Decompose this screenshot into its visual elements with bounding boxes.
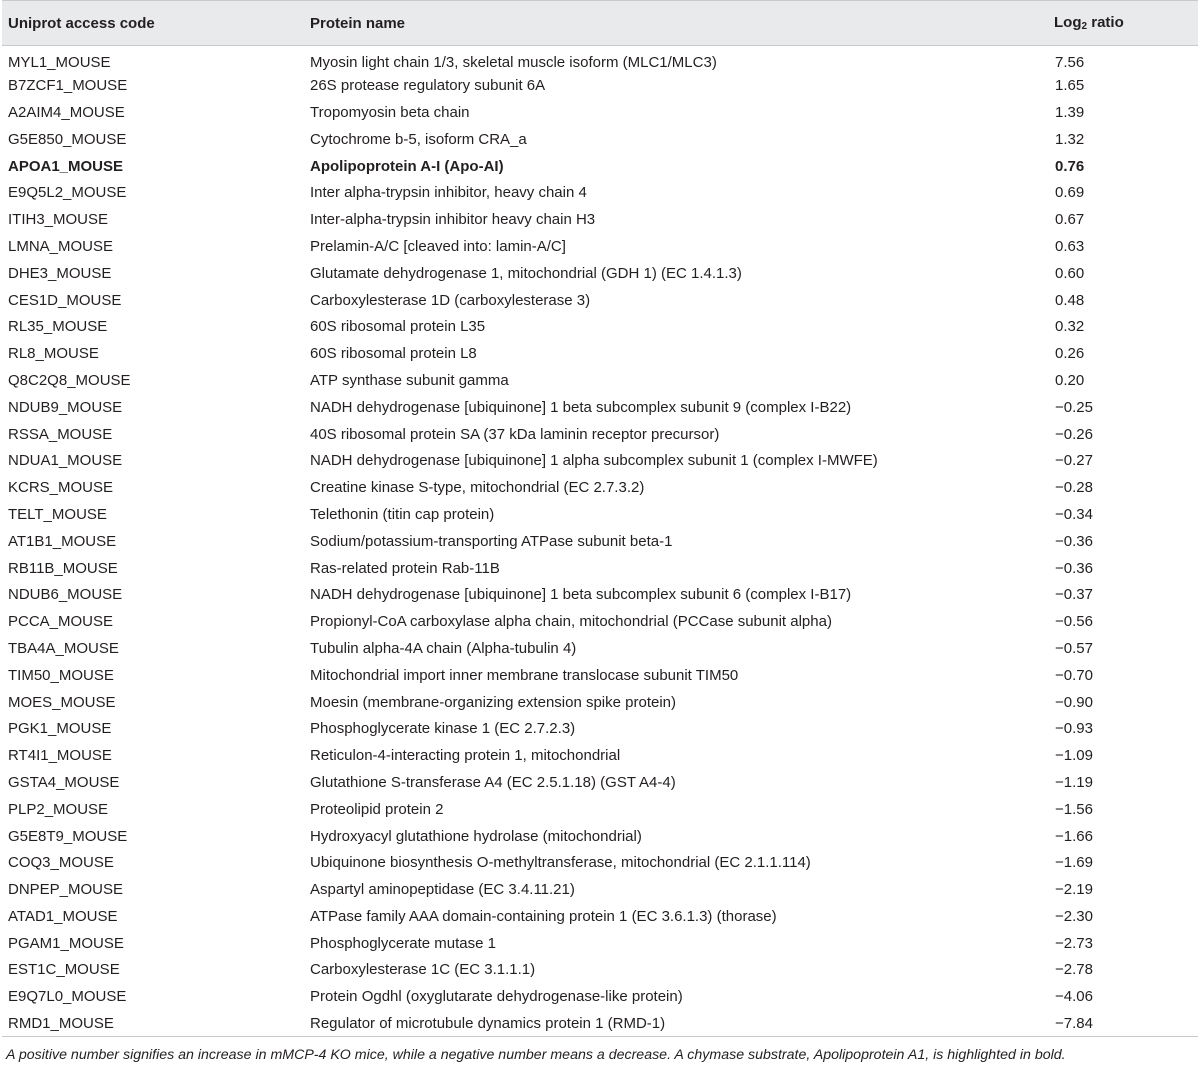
cell-log2-ratio: −0.36 [1055,559,1093,577]
cell-protein-name: Tubulin alpha-4A chain (Alpha-tubulin 4) [310,639,577,657]
table-row [2,340,1198,367]
cell-protein-name: Aspartyl aminopeptidase (EC 3.4.11.21) [310,881,575,899]
table-row [2,447,1198,474]
table-body [2,46,1198,1037]
cell-protein-name: Sodium/potassium-transporting ATPase subunit beta-1 [310,532,673,550]
table-row [2,823,1198,850]
cell-log2-ratio: 0.32 [1055,318,1085,336]
table-footnote: A positive number signifies an increase in mMCP-4 KO mice, while a negative number means a decrease. A chymase substrate, Apolipoprotein A1, is highlighted in bold. [6,1047,1066,1064]
cell-protein-name: Apolipoprotein A-I (Apo-AI) [310,157,504,175]
cell-uniprot-code: GSTA4_MOUSE [8,773,120,791]
header-uniprot-code: Uniprot access code [2,1,304,46]
table-row [2,689,1198,716]
cell-protein-name: Telethonin (titin cap protein) [310,505,495,523]
cell-uniprot-code: B7ZCF1_MOUSE [8,77,128,95]
cell-protein-name: Hydroxyacyl glutathione hydrolase (mitochondrial) [310,827,642,845]
cell-log2-ratio: −0.56 [1055,613,1093,631]
table-row [2,421,1198,448]
cell-log2-ratio: −0.26 [1055,425,1093,443]
cell-log2-ratio: −1.56 [1055,800,1093,818]
cell-uniprot-code: A2AIM4_MOUSE [8,103,125,121]
table-row [2,528,1198,555]
header-ratio-subscript: 2 [1081,21,1088,32]
cell-protein-name: Ubiquinone biosynthesis O-methyltransferase, mitochondrial (EC 2.1.1.114) [310,854,811,872]
cell-uniprot-code: CES1D_MOUSE [8,291,122,309]
cell-uniprot-code: RL35_MOUSE [8,318,108,336]
cell-log2-ratio: 0.63 [1055,237,1085,255]
cell-log2-ratio: −0.28 [1055,479,1093,497]
cell-log2-ratio: −0.70 [1055,666,1093,684]
cell-protein-name: Ras-related protein Rab-11B [310,559,500,577]
cell-log2-ratio: 0.60 [1055,264,1085,282]
cell-uniprot-code: PGK1_MOUSE [8,720,112,738]
cell-uniprot-code: EST1C_MOUSE [8,961,120,979]
cell-log2-ratio: 7.56 [1055,53,1085,71]
cell-uniprot-code: PGAM1_MOUSE [8,934,124,952]
cell-uniprot-code: G5E8T9_MOUSE [8,827,128,845]
cell-protein-name: NADH dehydrogenase [ubiquinone] 1 alpha subcomplex subunit 1 (complex I-MWFE) [310,452,878,470]
cell-protein-name: Glutathione S-transferase A4 (EC 2.5.1.18) (GST A4-4) [310,773,676,791]
cell-protein-name: Myosin light chain 1/3, skeletal muscle isoform (MLC1/MLC3) [310,53,717,71]
cell-log2-ratio: −1.19 [1055,773,1093,791]
table-row [2,769,1198,796]
cell-uniprot-code: MOES_MOUSE [8,693,116,711]
table-row [2,608,1198,635]
cell-protein-name: Phosphoglycerate kinase 1 (EC 2.7.2.3) [310,720,576,738]
cell-log2-ratio: −0.37 [1055,586,1093,604]
cell-log2-ratio: 1.32 [1055,130,1085,148]
cell-log2-ratio: −2.30 [1055,907,1093,925]
table-row [2,287,1198,314]
cell-protein-name: Prelamin-A/C [cleaved into: lamin-A/C] [310,237,566,255]
table-row [2,581,1198,608]
cell-log2-ratio: 0.69 [1055,184,1085,202]
cell-protein-name: ATPase family AAA domain-containing protein 1 (EC 3.6.1.3) (thorase) [310,907,777,925]
cell-log2-ratio: −1.09 [1055,747,1093,765]
cell-log2-ratio: −0.36 [1055,532,1093,550]
table-row [2,126,1198,153]
cell-log2-ratio: −0.57 [1055,639,1093,657]
cell-protein-name: Inter-alpha-trypsin inhibitor heavy chain H3 [310,211,596,229]
cell-uniprot-code: G5E850_MOUSE [8,130,127,148]
table-row [2,662,1198,689]
table-row [2,46,1198,73]
cell-uniprot-code: E9Q5L2_MOUSE [8,184,127,202]
cell-protein-name: Carboxylesterase 1C (EC 3.1.1.1) [310,961,536,979]
cell-uniprot-code: APOA1_MOUSE [8,157,124,175]
cell-log2-ratio: −2.73 [1055,934,1093,952]
cell-uniprot-code: AT1B1_MOUSE [8,532,117,550]
table-row [2,206,1198,233]
table-header [2,1,1198,46]
cell-protein-name: Phosphoglycerate mutase 1 [310,934,496,952]
cell-protein-name: Mitochondrial import inner membrane translocase subunit TIM50 [310,666,739,684]
header-log2-ratio [1047,1,1198,46]
cell-log2-ratio: 0.26 [1055,345,1085,363]
cell-log2-ratio: −0.27 [1055,452,1093,470]
table-row [2,474,1198,501]
cell-log2-ratio: 0.20 [1055,371,1085,389]
table-row [2,635,1198,662]
table-row [2,715,1198,742]
cell-log2-ratio: −2.19 [1055,881,1093,899]
table-row [2,983,1198,1010]
cell-uniprot-code: NDUB6_MOUSE [8,586,123,604]
cell-uniprot-code: DHE3_MOUSE [8,264,112,282]
cell-log2-ratio: −2.78 [1055,961,1093,979]
cell-log2-ratio: 0.76 [1055,157,1085,175]
table-row [2,1010,1198,1037]
table-row [2,313,1198,340]
cell-log2-ratio: −7.84 [1047,1010,1198,1037]
cell-log2-ratio: −0.93 [1055,720,1093,738]
cell-uniprot-code: Q8C2Q8_MOUSE [8,371,131,389]
cell-protein-name: Carboxylesterase 1D (carboxylesterase 3) [310,291,591,309]
table-row [2,742,1198,769]
cell-uniprot-code: RSSA_MOUSE [8,425,113,443]
cell-protein-name: Cytochrome b-5, isoform CRA_a [310,130,527,148]
cell-protein-name: 60S ribosomal protein L8 [310,345,477,363]
table-row [2,555,1198,582]
header-ratio-suffix: ratio [1087,14,1124,31]
cell-uniprot-code: RL8_MOUSE [8,345,99,363]
table-row [2,72,1198,99]
cell-protein-name: Glutamate dehydrogenase 1, mitochondrial (GDH 1) (EC 1.4.1.3) [310,264,742,282]
table-row [2,796,1198,823]
table-row [2,260,1198,287]
cell-log2-ratio: 1.39 [1055,103,1085,121]
cell-uniprot-code: RMD1_MOUSE [2,1010,304,1037]
table-row [2,849,1198,876]
cell-uniprot-code: LMNA_MOUSE [8,237,114,255]
cell-protein-name: ATP synthase subunit gamma [310,371,509,389]
cell-uniprot-code: MYL1_MOUSE [8,53,111,71]
cell-log2-ratio: −0.25 [1055,398,1093,416]
table-row [2,501,1198,528]
cell-protein-name: 60S ribosomal protein L35 [310,318,486,336]
table-row [2,99,1198,126]
cell-log2-ratio: −1.66 [1055,827,1093,845]
cell-uniprot-code: E9Q7L0_MOUSE [8,988,127,1006]
cell-log2-ratio: −0.34 [1055,505,1093,523]
cell-log2-ratio: 0.48 [1055,291,1085,309]
cell-uniprot-code: TBA4A_MOUSE [8,639,119,657]
cell-protein-name: NADH dehydrogenase [ubiquinone] 1 beta subcomplex subunit 6 (complex I-B17) [310,586,852,604]
cell-protein-name: Reticulon-4-interacting protein 1, mitochondrial [310,747,621,765]
table-row [2,957,1198,984]
cell-uniprot-code: TIM50_MOUSE [8,666,114,684]
cell-uniprot-code: DNPEP_MOUSE [8,881,124,899]
protein-table [2,0,1198,1037]
cell-uniprot-code: NDUB9_MOUSE [8,398,123,416]
cell-uniprot-code: ATAD1_MOUSE [8,907,118,925]
table-row [2,876,1198,903]
cell-protein-name: Regulator of microtubule dynamics protein 1 (RMD-1) [304,1010,1047,1037]
cell-uniprot-code: PLP2_MOUSE [8,800,109,818]
cell-protein-name: Creatine kinase S-type, mitochondrial (EC 2.7.3.2) [310,479,645,497]
cell-protein-name: 26S protease regulatory subunit 6A [310,77,546,95]
cell-log2-ratio: 0.67 [1055,211,1085,229]
cell-protein-name: NADH dehydrogenase [ubiquinone] 1 beta subcomplex subunit 9 (complex I-B22) [310,398,852,416]
table-row [2,394,1198,421]
cell-log2-ratio: −4.06 [1055,988,1093,1006]
cell-uniprot-code: KCRS_MOUSE [8,479,114,497]
cell-uniprot-code: NDUA1_MOUSE [8,452,123,470]
cell-uniprot-code: PCCA_MOUSE [8,613,114,631]
cell-uniprot-code: TELT_MOUSE [8,505,107,523]
header-row [2,1,1198,46]
cell-uniprot-code: RB11B_MOUSE [8,559,118,577]
cell-protein-name: Tropomyosin beta chain [310,103,470,121]
cell-protein-name: 40S ribosomal protein SA (37 kDa laminin receptor precursor) [310,425,720,443]
table-row [2,179,1198,206]
cell-protein-name: Protein Ogdhl (oxyglutarate dehydrogenase-like protein) [310,988,683,1006]
table-row [2,903,1198,930]
cell-uniprot-code: RT4I1_MOUSE [8,747,112,765]
table-row [2,367,1198,394]
header-protein-name: Protein name [304,1,1047,46]
cell-protein-name: Proteolipid protein 2 [310,800,444,818]
header-ratio-prefix: Log [1054,14,1082,31]
cell-protein-name: Propionyl-CoA carboxylase alpha chain, mitochondrial (PCCase subunit alpha) [310,613,832,631]
table-row [2,930,1198,957]
cell-uniprot-code: ITIH3_MOUSE [8,211,109,229]
cell-uniprot-code: COQ3_MOUSE [8,854,114,872]
cell-log2-ratio: 1.65 [1055,77,1085,95]
cell-log2-ratio: −0.90 [1055,693,1093,711]
cell-log2-ratio: −1.69 [1055,854,1093,872]
table-row [2,153,1198,180]
table-row [2,233,1198,260]
cell-protein-name: Inter alpha-trypsin inhibitor, heavy chain 4 [310,184,587,202]
cell-protein-name: Moesin (membrane-organizing extension spike protein) [310,693,677,711]
